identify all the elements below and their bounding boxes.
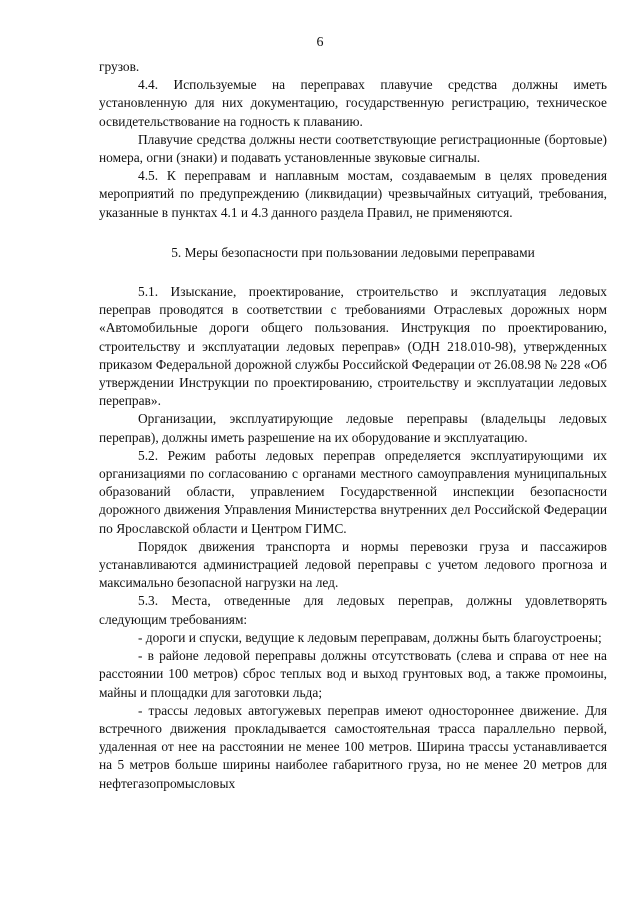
paragraph-5-2: 5.2. Режим работы ледовых переправ определяется эксплуатирующими их организациями по согласованию с органами местного самоуправления муниципальных образований области, управлением Государственной инспекции безопасности дорожного движения Управления Министерства внутренних дел Российской Федерации по Ярославской области и Центром ГИМС. <box>99 447 607 536</box>
paragraph-5-3: 5.3. Места, отведенные для ледовых переправ, должны удовлетворять следующим требованиям: <box>99 593 607 627</box>
page-number: 6 <box>316 35 324 50</box>
paragraph-5-1: 5.1. Изыскание, проектирование, строительство и эксплуатация ледовых переправ проводятся в соответствии с требованиями Отраслевых дорожных норм «Автомобильные дороги общего пользования. Инструкция по проектированию, строительству и эксплуатации ледовых переправ» (ОДН 218.010-98), утвержденных приказом Федеральной дорожной службы Российской Федерации от 26.08.98 № 228 «Об утверждении Инструкции по проектированию, строительству и эксплуатации ледовых переправ». <box>99 284 607 409</box>
paragraph-floating-craft: Плавучие средства должны нести соответствующие регистрационные (бортовые) номера, огни (знаки) и подавать установленные звуковые сигналы. <box>99 131 607 166</box>
paragraph-organizations: Организации, эксплуатирующие ледовые переправы (владельцы ледовых переправ), должны иметь разрешение на их оборудование и эксплуатацию. <box>99 411 607 445</box>
document-body <box>99 58 607 793</box>
list-item-routes: - трассы ледовых автогужевых переправ имеют одностороннее движение. Для встречного движения прокладывается самостоятельная трасса параллельно первой, удаленная от нее на расстоянии не менее 100 метров. Ширина трассы устанавливается на 5 метров больше ширины наиболее габаритного груза, но не менее 20 метров для нефтегазопромысловых <box>99 702 607 791</box>
paragraph-continuation: грузов. <box>99 59 140 74</box>
list-item-roads: - дороги и спуски, ведущие к ледовым переправам, должны быть благоустроены; <box>138 629 602 645</box>
list-item-warm-water: - в районе ледовой переправы должны отсутствовать (слева и справа от нее на расстоянии 100 метров) сброс теплых вод и выход грунтовых вод, а также промоины, майны и площадки для заготовки льда; <box>99 648 607 700</box>
paragraph-traffic-order: Порядок движения транспорта и нормы перевозки груза и пассажиров устанавливаются администрацией ледовой переправы с учетом ледового прогноза и максимально безопасной нагрузки на лед. <box>99 538 607 591</box>
paragraph-4-4: 4.4. Используемые на переправах плавучие средства должны иметь установленную для них документацию, государственную регистрацию, техническое освидетельствование на годность к плаванию. <box>99 77 607 129</box>
paragraph-4-5: 4.5. К переправам и наплавным мостам, создаваемым в целях проведения мероприятий по предупреждению (ликвидации) чрезвычайных ситуаций, требования, указанные в пунктах 4.1 и 4.3 данного раздела Правил, не применяются. <box>99 168 607 220</box>
section-heading: 5. Меры безопасности при пользовании ледовыми переправами <box>171 244 535 260</box>
